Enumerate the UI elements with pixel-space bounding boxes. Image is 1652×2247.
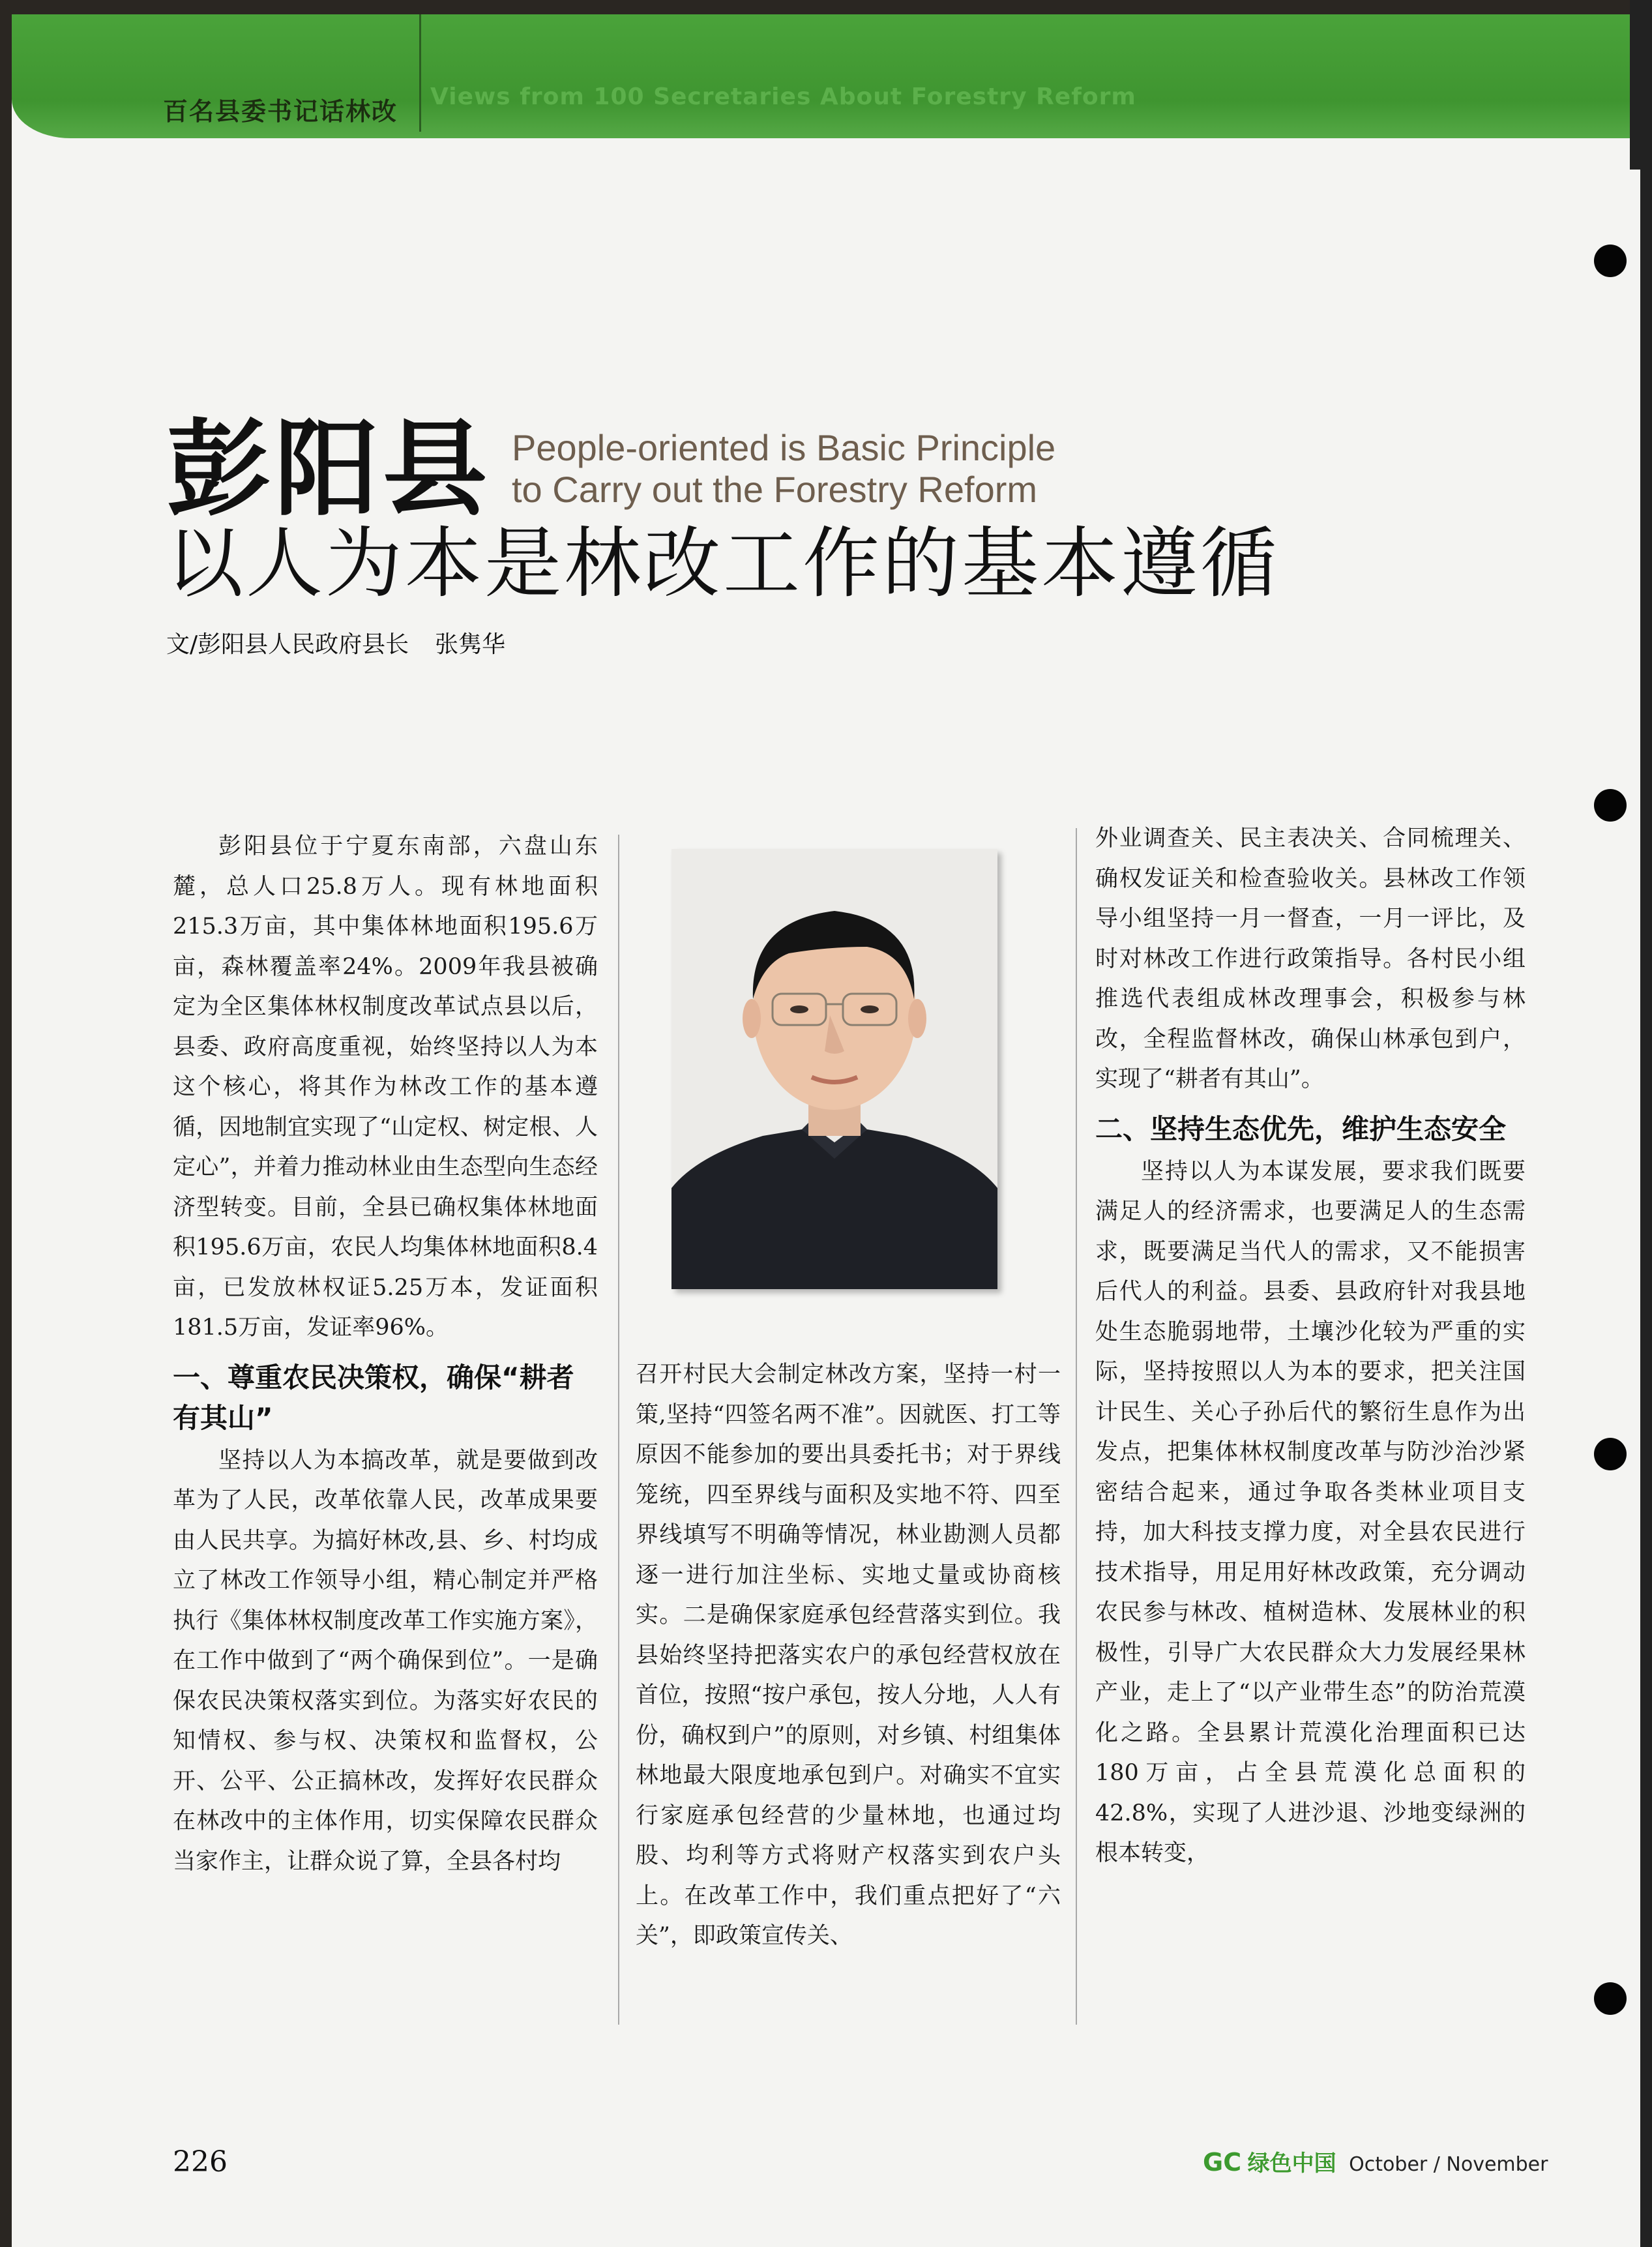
section-title-cn: 百名县委书记话林改 [163, 97, 398, 126]
binder-hole [1594, 245, 1627, 277]
page-number: 226 [173, 2145, 228, 2179]
magazine-logo: GC [1203, 2148, 1242, 2177]
article-subtitle: 以人为本是林改工作的基本遵循 [166, 518, 1280, 608]
paragraph: 坚持以人为本搞改革，就是要做到改革为了人民，改革依靠人民，改革成果要由人民共享。为搞好林改,县、乡、村均成立了林改工作领导小组，精心制定并严格执行《集体林权制度改革工作实施方案》，在工作中做到了“两个确保到位”。一是确保农民决策权落实到位。为落实好农民的知情权、参与权、决策权和监督权，公开、公平、公正搞林改，发挥好农民群众在林改中的主体作用，切实保障农民群众当家作主，让群众说了算，全县各村均 [173, 1447, 598, 1875]
column-divider [1076, 828, 1077, 2025]
portrait-image [671, 849, 997, 1289]
issue-date: October / November [1349, 2153, 1548, 2176]
paragraph: 彭阳县位于宁夏东南部，六盘山东麓，总人口25.8万人。现有林地面积215.3万亩，其中集体林地面积195.6万亩，森林覆盖率24%。2009年我县被确定为全区集体林权制度改革试点县以后，县委、政府高度重视，始终坚持以人为本这个核心，将其作为林改工作的基本遵循，因地制宜实现了“山定权、树定根、人定心”，并着力推动林业由生态型向生态经济型转变。目前，全县已确权集体林地面积195.6万亩，农民人均集体林地面积8.4亩，已发放林权证5.25万本，发证面积181.5万亩，发证率96%。 [173, 833, 598, 1341]
byline [166, 626, 505, 659]
section-title-en: Views from 100 Secretaries About Forestry Reform [430, 83, 1136, 110]
article-title-main: 彭阳县 [166, 408, 492, 530]
header-divider [419, 14, 421, 132]
column-divider [618, 835, 619, 2025]
perforated-paper-edge [1621, 170, 1640, 2247]
byline-role: 文/彭阳县人民政府县长 [166, 631, 409, 658]
paragraph: 外业调查关、民主表决关、合同梳理关、确权发证关和检查验收关。县林改工作领导小组坚持一月一督查，一月一评比，及时对林改工作进行政策指导。各村民小组推选代表组成林改理事会，积极参与林改，全程监督林改，确保山林承包到户，实现了“耕者有其山”。 [1095, 826, 1526, 1092]
section-heading-2: 二、坚持生态优先，维护生态安全 [1095, 1112, 1507, 1145]
magazine-name: 绿色中国 [1247, 2150, 1336, 2177]
article-title-en-line1: People-oriented is Basic Principle [512, 427, 1056, 468]
paragraph: 坚持以人为本谋发展，要求我们既要满足人的经济需求，也要满足人的生态需求，既要满足当代人的需求，又不能损害后代人的利益。县委、县政府针对我县地处生态脆弱地带，土壤沙化较为严重的实际，坚持按照以人为本的要求，把关注国计民生、关心子孙后代的繁衍生息作为出发点，把集体林权制度改革与防沙治沙紧密结合起来，通过争取各类林业项目支持，加大科技支撑力度，对全县农民进行技术指导，用足用好林改政策，充分调动农民参与林改、植树造林、发展林业的积极性，引导广大农民群众大力发展经果林产业，走上了“以产业带生态”的防治荒漠化之路。全县累计荒漠化治理面积已达180万亩，占全县荒漠化总面积的42.8%，实现了人进沙退、沙地变绿洲的根本转变， [1095, 1158, 1526, 1866]
binder-hole [1594, 1438, 1627, 1470]
text-column-1 [173, 827, 598, 1882]
text-column-2 [636, 1355, 1061, 1957]
magazine-footer [1203, 2145, 1548, 2177]
article-title-en [512, 427, 1055, 511]
text-column-3 [1095, 819, 1526, 1874]
binder-hole [1594, 1982, 1627, 2015]
article-title-en-line2: to Carry out the Forestry Reform [512, 469, 1038, 510]
binder-hole [1594, 789, 1627, 822]
byline-author: 张隽华 [435, 631, 506, 658]
author-portrait-photo [671, 849, 997, 1289]
paragraph: 召开村民大会制定林改方案，坚持一村一策,坚持“四签名两不准”。因就医、打工等原因不能参加的要出具委托书；对于界线笼统，四至界线与面积及实地不符、四至界线填写不明确等情况，林业勘测人员都逐一进行加注坐标、实地丈量或协商核实。二是确保家庭承包经营落实到位。我县始终坚持把落实农户的承包经营权放在首位，按照“按户承包，按人分地，人人有份，确权到户”的原则，对乡镇、村组集体林地最大限度地承包到户。对确实不宜实行家庭承包经营的少量林地，也通过均股、均利等方式将财产权落实到农户头上。在改革工作中，我们重点把好了“六关”，即政策宣传关、 [636, 1362, 1061, 1949]
section-heading-1: 一、尊重农民决策权，确保“耕者有其山” [173, 1361, 574, 1434]
